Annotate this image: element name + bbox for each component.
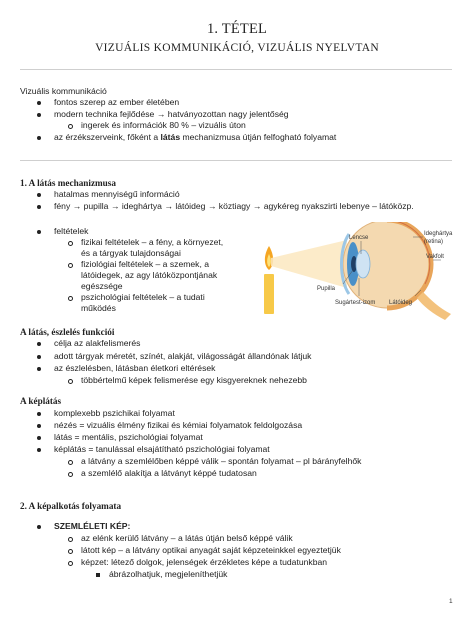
optic-nerve-label: Látóideg [389,300,413,306]
ciliary-muscle-label: Sugártest-izom [335,300,376,306]
section-heading: 1. A látás mechanizmusa [20,178,116,188]
intro-heading: Vizuális kommunikáció [20,86,107,96]
bullet-icon [37,113,41,117]
bullet-icon [37,205,41,209]
optic-nerve-shape [417,292,451,320]
sub-bullet-icon [68,296,73,301]
sub-bullet-icon [68,472,73,477]
bullet-icon [37,101,41,105]
sub-bullet-icon [68,263,73,268]
intro-bullet: modern technika fejlődése → hatványozottan nagy jelentőség [54,109,289,119]
blind-spot-label: Vakfolt [426,254,444,260]
section-sub-bullet: többértelmű képek felismerése egy kisgyereknek nehezebb [81,375,307,385]
section-sub-bullet-cont: egészsége [81,281,123,291]
eye-diagram [255,222,455,322]
pupil-label: Pupilla [317,286,336,292]
bullet-icon [37,230,41,234]
bullet-icon [37,448,41,452]
sub-bullet-icon [68,561,73,566]
light-beam [271,240,347,288]
sub-bullet-icon [68,241,73,246]
sub-bullet-icon [68,549,73,554]
section-heading: A látás, észlelés funkciói [20,327,115,337]
section-bullet: komplexebb pszichikai folyamat [54,408,175,418]
lens-shape [356,250,370,278]
section-bullet: SZEMLÉLETI KÉP: [54,521,131,531]
section-sub-bullet: képzet: létező dolgok, jelenségek érzékletes képe a tudatunkban [81,557,328,567]
section-heading: 2. A képalkotás folyamata [20,501,122,511]
bullet-icon [37,355,41,359]
document-subtitle: VIZUÁLIS KOMMUNIKÁCIÓ, VIZUÁLIS NYELVTAN [95,42,379,54]
section-bullet: adott tárgyak méretét, színét, alakját, világosságát állandónak látjuk [54,351,312,361]
sub-bullet-icon [68,537,73,542]
intro-bullet: fontos szerep az ember életében [54,97,180,107]
section-bullet: célja az alakfelismerés [54,338,141,348]
section-bullet: látás = mentális, pszichológiai folyamat [54,432,203,442]
sub-bullet-icon [68,379,73,384]
bullet-icon [37,424,41,428]
divider [20,160,452,161]
section-bullet: fény → pupilla → ideghártya → látóideg → köztiagy → agykéreg nyakszirti lebenye – látóközp. [54,201,414,211]
bullet-icon [37,436,41,440]
section-sub-bullet-cont: és a tárgyak tulajdonságai [81,248,181,258]
section-sub-bullet: fizikai feltételek – a fény, a környezet, [81,237,224,247]
section-sub-bullet: pszichológiai feltételek – a tudati [81,292,205,302]
section-sub-bullet: az elénk kerülő látvány – a látás útján belső képpé válik [81,533,293,543]
section-bullet: feltételek [54,226,89,236]
sub-bullet-icon [68,124,73,129]
section-sub-bullet: a szemlélő alakítja a látványt képpé tudatosan [81,468,257,478]
section-bullet: nézés = vizuális élmény fizikai és kémiai folyamatok feldolgozása [54,420,303,430]
section-bullet: az észlelésben, látásban életkori eltérések [54,363,216,373]
section-sub-bullet: fiziológiai feltételek – a szemek, a [81,259,210,269]
section-sub-bullet: a látvány a szemlélőben képpé válik – spontán folyamat – pl bárányfelhők [81,456,362,466]
bullet-icon [37,525,41,529]
intro-sub-bullet: ingerek és információk 80 % – vizuális úton [81,120,246,130]
document-title: 1. TÉTEL [206,21,268,37]
divider [20,69,452,70]
section-sub-bullet-cont: látóidegek, az agy látóközpontjának [81,270,218,280]
sub-bullet-icon [68,460,73,465]
section-bullet: képlátás = tanulással elsajátítható pszichológiai folyamat [54,444,270,454]
section-heading: A képlátás [20,396,62,406]
page-number: 1 [449,598,453,605]
bullet-icon [37,342,41,346]
square-bullet-icon [96,573,100,577]
bullet-icon [37,193,41,197]
bullet-icon [37,136,41,140]
section-sub-bullet: látott kép – a látvány optikai anyagát saját képzeteinkkel egyeztetjük [81,545,341,555]
section-sub-sub-bullet: ábrázolhatjuk, megjeleníthetjük [109,569,228,579]
lens-label: Lencse [349,235,369,241]
candle-icon [264,274,274,314]
section-bullet: hatalmas mennyiségű információ [54,189,180,199]
retina-label-sub: (retina) [424,239,444,245]
intro-bullet: az érzékszerveink, főként a látás mechanizmusa útján felfogható folyamat [54,132,337,142]
section-sub-bullet-cont: működés [81,303,116,313]
bullet-icon [37,367,41,371]
retina-label: Ideghártya [424,231,453,237]
bullet-icon [37,412,41,416]
